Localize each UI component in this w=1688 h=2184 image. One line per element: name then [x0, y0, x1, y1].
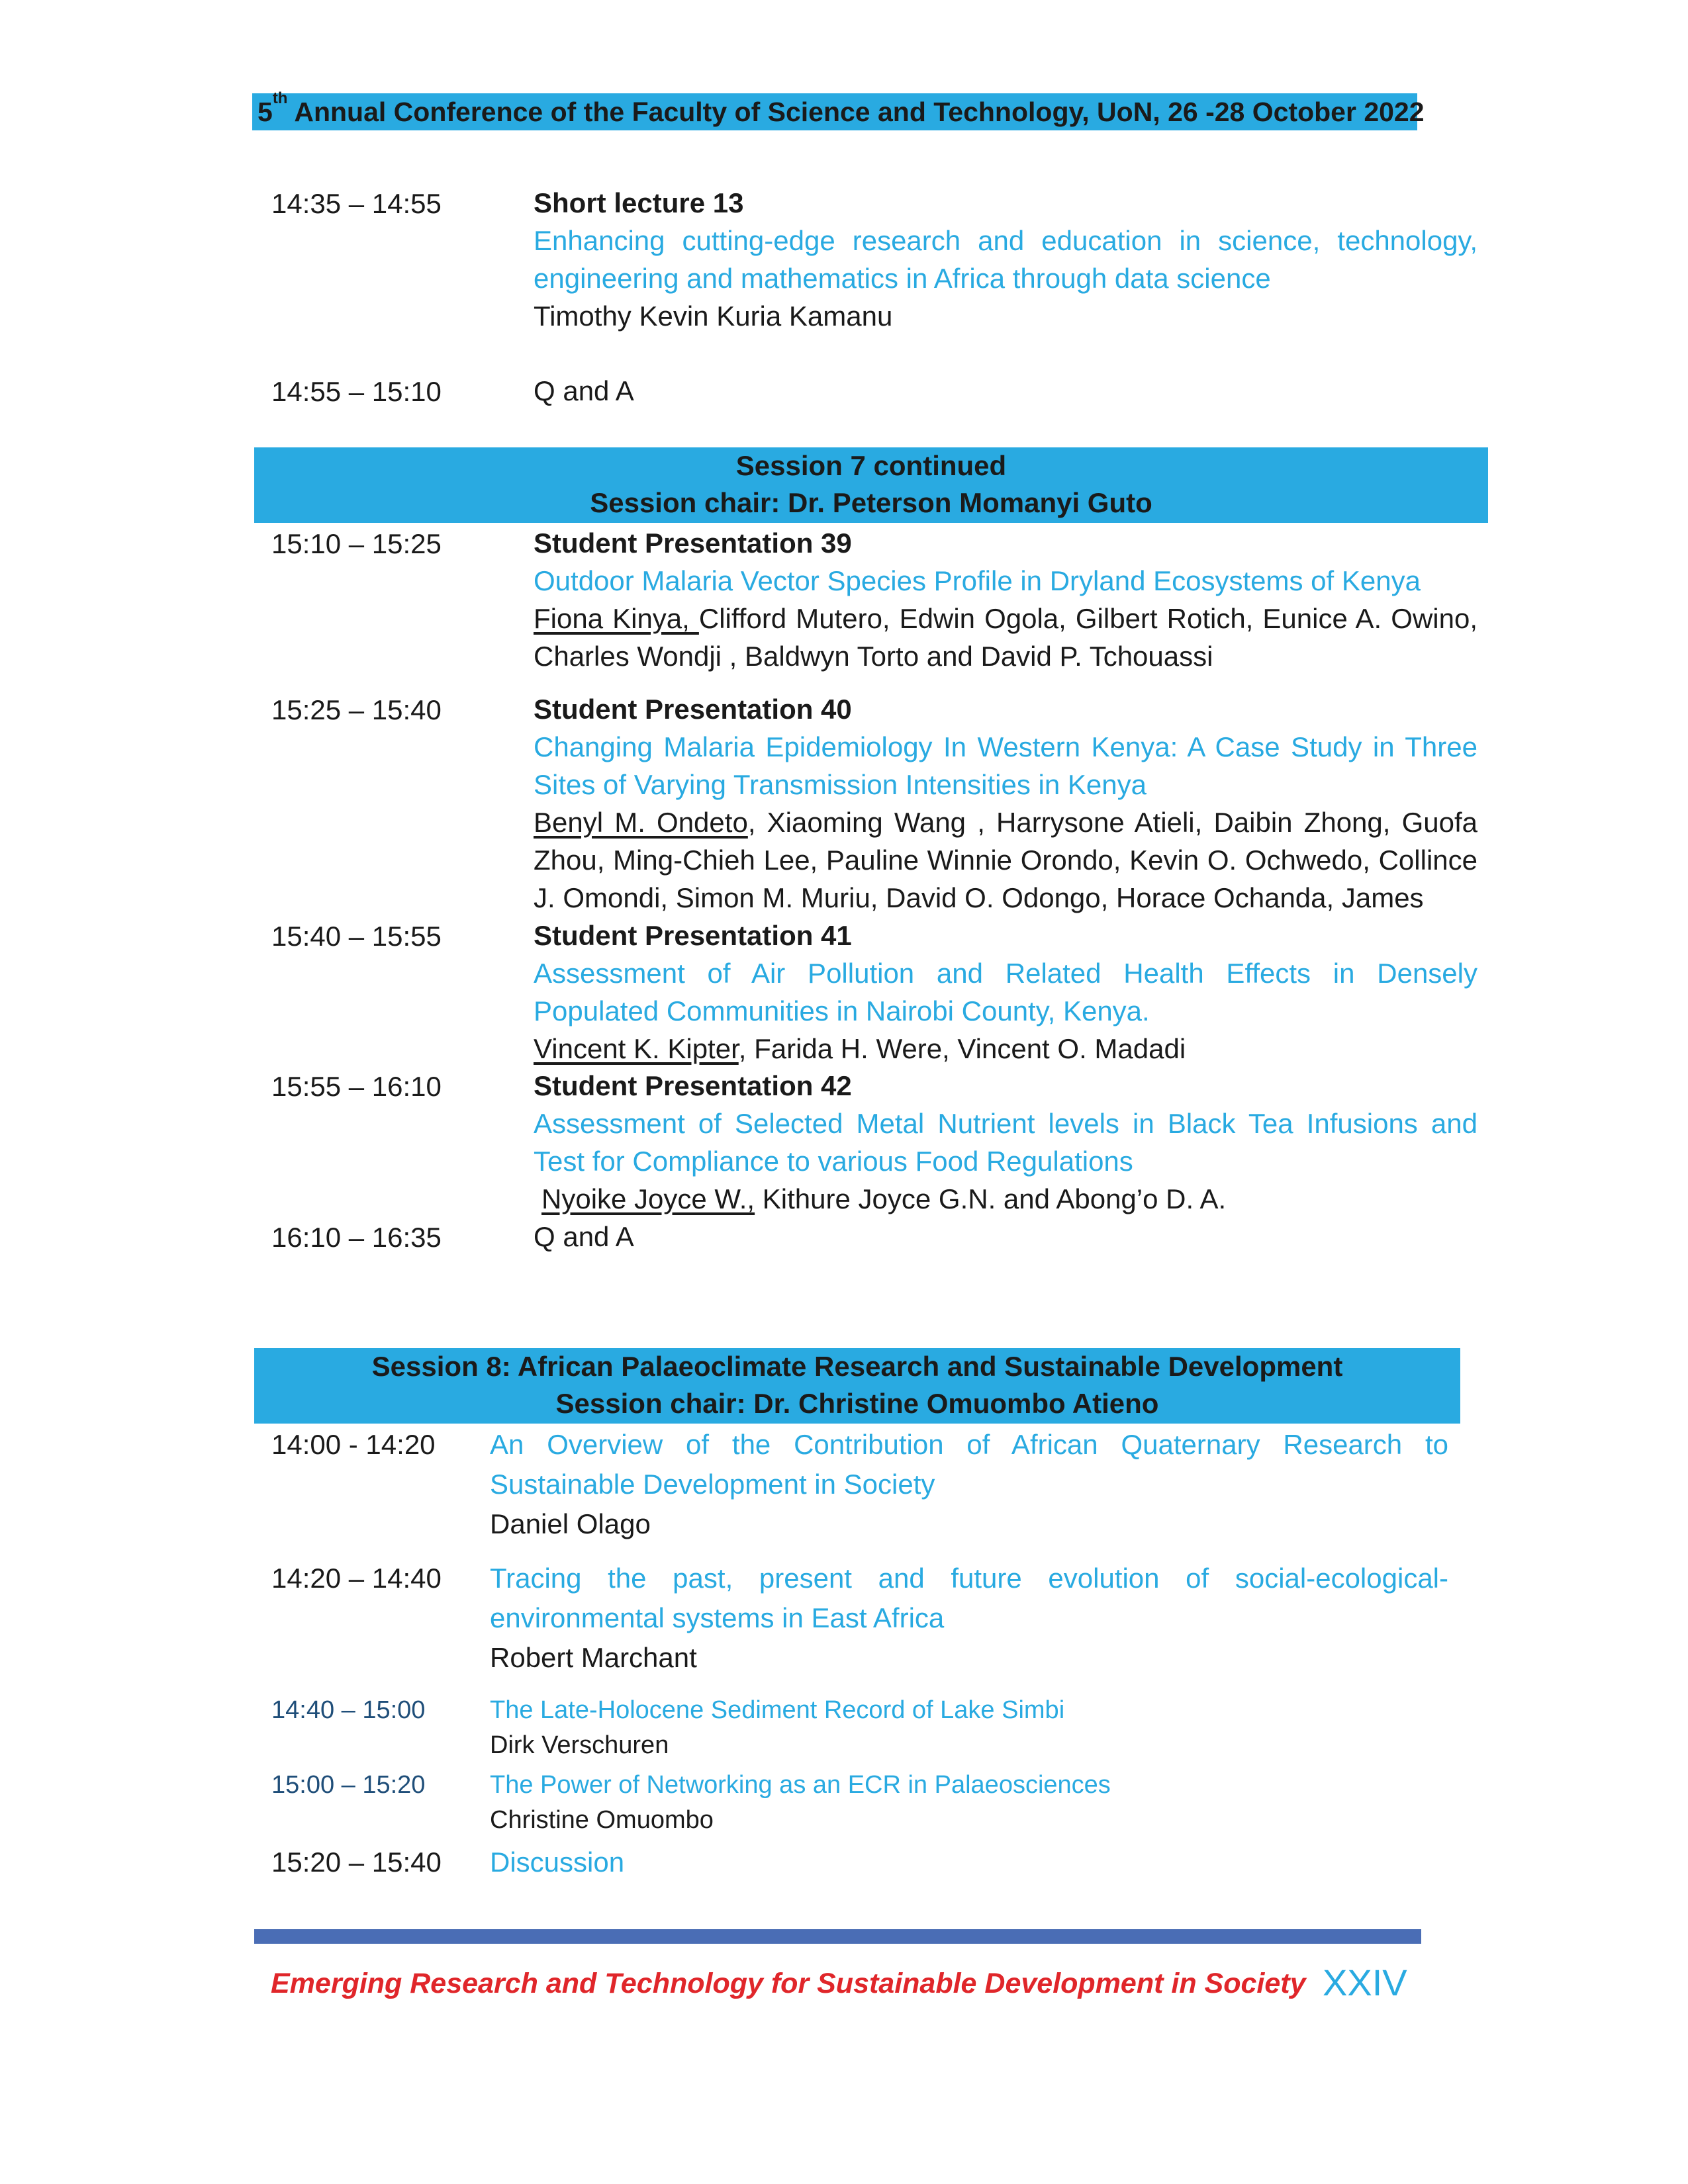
slot-time: 16:10 – 16:35	[271, 1222, 442, 1253]
slot-time: 15:10 – 15:25	[271, 528, 442, 559]
coauthors: , Farida H. Were, Vincent O. Madadi	[738, 1033, 1186, 1064]
slot-time: 15:25 – 15:40	[271, 694, 442, 725]
entry-authors: Timothy Kevin Kuria Kamanu	[534, 300, 893, 332]
entry-title: Assessment of Air Pollution and Related Health Effects in Densely Populated Communities in Nairobi County, Kenya.	[534, 958, 1477, 1026]
entry-title: An Overview of the Contribution of African Quaternary Research to Sustainable Development in Society	[490, 1429, 1448, 1500]
presenter-name: Fiona Kinya,	[534, 603, 699, 634]
session-8-band	[254, 1348, 1460, 1424]
header-sup: th	[272, 89, 288, 107]
entry-title: The Power of Networking as an ECR in Palaeosciences	[490, 1771, 1111, 1799]
entry-authors	[534, 600, 1477, 675]
conference-header	[252, 89, 1425, 130]
coauthors: Clifford Mutero, Edwin Ogola, Gilbert Rotich, Eunice A. Owino, Charles Wondji , Baldwyn Torto and David P. Tchouassi	[534, 603, 1477, 672]
talk-entry	[490, 1559, 1448, 1678]
entry-authors: Christine Omuombo	[490, 1806, 714, 1834]
session-chair: Session chair: Dr. Christine Omuombo Atieno	[555, 1388, 1159, 1419]
entry-authors: Daniel Olago	[490, 1508, 651, 1539]
entry-title: Outdoor Malaria Vector Species Profile in Dryland Ecosystems of Kenya	[534, 565, 1421, 596]
entry-title: Assessment of Selected Metal Nutrient levels in Black Tea Infusions and Test for Compliance to various Food Regulations	[534, 1108, 1477, 1177]
presentation-entry	[534, 1067, 1477, 1218]
qa-label: Q and A	[534, 1221, 634, 1252]
coauthors: , Xiaoming Wang , Harrysone Atieli, Daibin Zhong, Guofa Zhou, Ming-Chieh Lee, Pauline Winnie Orondo, Kevin O. Ochwedo, Collince J. Omondi, Simon M. Muriu, David O. Odongo, Horace Ochanda, James	[534, 807, 1478, 913]
entry-heading: Student Presentation 39	[534, 527, 852, 559]
entry-heading: Student Presentation 40	[534, 694, 852, 725]
slot-time: 14:00 - 14:20	[271, 1429, 436, 1460]
footer-divider	[254, 1929, 1421, 1944]
entry-title: Discussion	[490, 1846, 625, 1878]
entry-authors	[534, 803, 1477, 917]
entry-title: Enhancing cutting-edge research and education in science, technology, engineering and mathematics in Africa through data science	[534, 225, 1477, 294]
header-prefix: 5	[258, 97, 273, 127]
entry-title: The Late-Holocene Sediment Record of Lake Simbi	[490, 1696, 1065, 1724]
slot-time: 14:55 – 15:10	[271, 376, 442, 407]
presentation-entry	[534, 690, 1477, 917]
entry-authors: Robert Marchant	[490, 1642, 697, 1673]
presenter-name: Vincent K. Kipter	[534, 1033, 739, 1064]
entry-authors	[534, 1030, 1477, 1068]
slot-time: 15:55 – 16:10	[271, 1071, 442, 1102]
header-rest: Annual Conference of the Faculty of Science and Technology, UoN, 26 -28 October 2022	[287, 97, 1425, 127]
slot-time: 15:20 – 15:40	[271, 1846, 442, 1878]
slot-time: 15:00 – 15:20	[271, 1771, 426, 1799]
slot-time: 14:35 – 14:55	[271, 188, 442, 219]
session-title: Session 7 continued	[735, 450, 1007, 481]
session-7-band	[254, 447, 1488, 523]
presentation-entry	[534, 524, 1477, 675]
session-chair: Session chair: Dr. Peterson Momanyi Guto	[590, 487, 1152, 518]
slot-time: 15:40 – 15:55	[271, 921, 442, 952]
entry-title: Tracing the past, present and future evolution of social-ecological-environmental systems in East Africa	[490, 1563, 1448, 1633]
talk-entry	[490, 1425, 1448, 1544]
entry-title: Changing Malaria Epidemiology In Western Kenya: A Case Study in Three Sites of Varying Transmission Intensities in Kenya	[534, 731, 1477, 800]
slot-time: 14:20 – 14:40	[271, 1563, 442, 1594]
session-title: Session 8: African Palaeoclimate Research and Sustainable Development	[371, 1351, 1343, 1382]
qa-label: Q and A	[534, 375, 634, 406]
page-number: XXIV	[1323, 1962, 1407, 2003]
coauthors: Kithure Joyce G.N. and Abong’o D. A.	[755, 1183, 1227, 1214]
presenter-name: Nyoike Joyce W.,	[541, 1183, 755, 1214]
entry-heading: Student Presentation 41	[534, 920, 852, 951]
slot-time: 14:40 – 15:00	[271, 1696, 426, 1724]
entry-heading: Short lecture 13	[534, 187, 744, 218]
entry-authors: Dirk Verschuren	[490, 1731, 669, 1759]
entry-heading: Student Presentation 42	[534, 1070, 852, 1101]
presenter-name: Benyl M. Ondeto	[534, 807, 748, 838]
presentation-entry	[534, 917, 1477, 1068]
footer-tagline: Emerging Research and Technology for Sustainable Development in Society	[271, 1968, 1306, 1999]
entry-authors	[534, 1180, 1477, 1218]
short-lecture-entry	[534, 184, 1477, 335]
